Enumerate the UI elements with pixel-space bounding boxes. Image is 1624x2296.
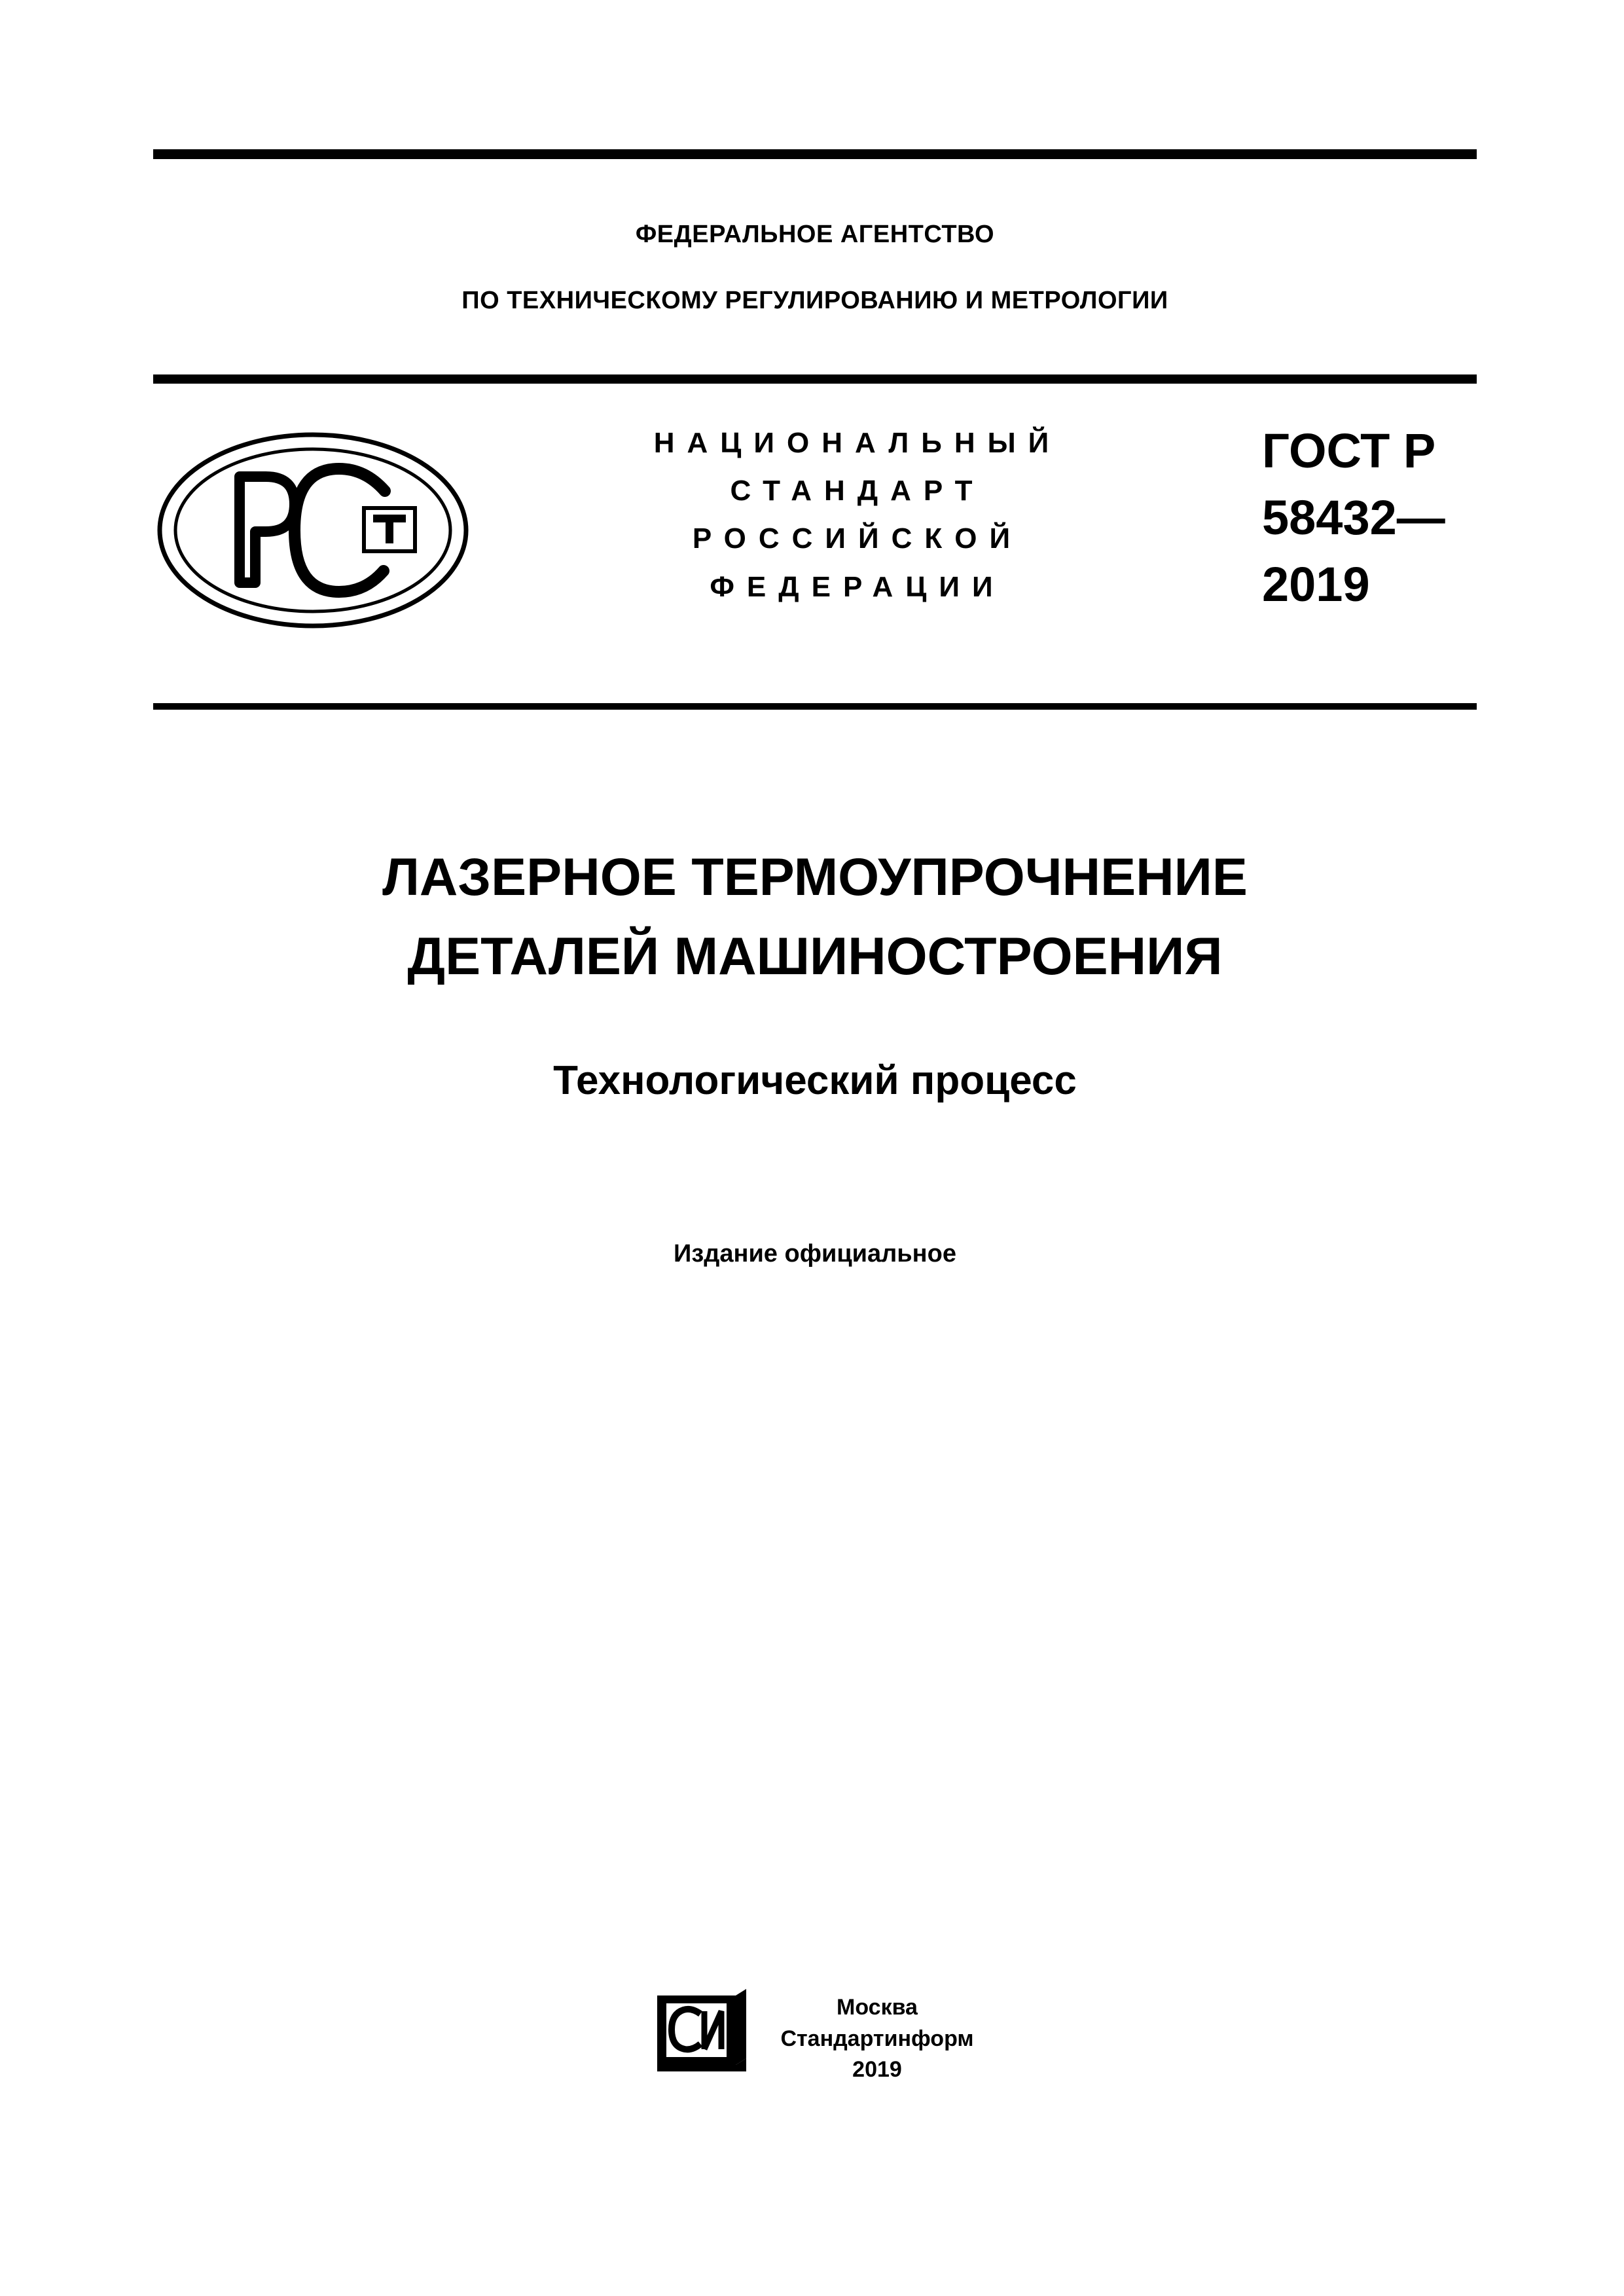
middle-divider [153, 374, 1477, 384]
publisher-name: Стандартинформ [780, 2026, 974, 2051]
standartinform-logo-icon [655, 1989, 749, 2073]
gost-designation-line-3: 2019 [1262, 557, 1370, 611]
agency-line-1: ФЕДЕРАЛЬНОЕ АГЕНТСТВО [635, 221, 995, 248]
document-title-line-2: ДЕТАЛЕЙ МАШИНОСТРОЕНИЯ [407, 927, 1223, 986]
national-standard-line-3: РОССИЙСКОЙ [692, 522, 1023, 555]
edition-note: Издание официальное [674, 1240, 956, 1267]
gost-designation-line-2: 58432— [1262, 490, 1445, 545]
document-title-line-1: ЛАЗЕРНОЕ ТЕРМОУПРОЧНЕНИЕ [382, 848, 1248, 907]
bottom-divider [153, 703, 1477, 710]
agency-line-2: ПО ТЕХНИЧЕСКОМУ РЕГУЛИРОВАНИЮ И МЕТРОЛОГИИ [461, 287, 1168, 314]
gost-designation-line-1: ГОСТ Р [1262, 424, 1436, 478]
national-standard-line-4: ФЕДЕРАЦИИ [710, 571, 1005, 603]
rst-certification-logo-icon [156, 431, 470, 630]
document-subtitle: Технологический процесс [553, 1058, 1077, 1103]
publisher-city: Москва [837, 1995, 918, 2020]
national-standard-line-1: НАЦИОНАЛЬНЫЙ [653, 427, 1062, 459]
top-divider [153, 149, 1477, 159]
publication-year: 2019 [852, 2057, 902, 2082]
national-standard-line-2: СТАНДАРТ [730, 475, 985, 507]
